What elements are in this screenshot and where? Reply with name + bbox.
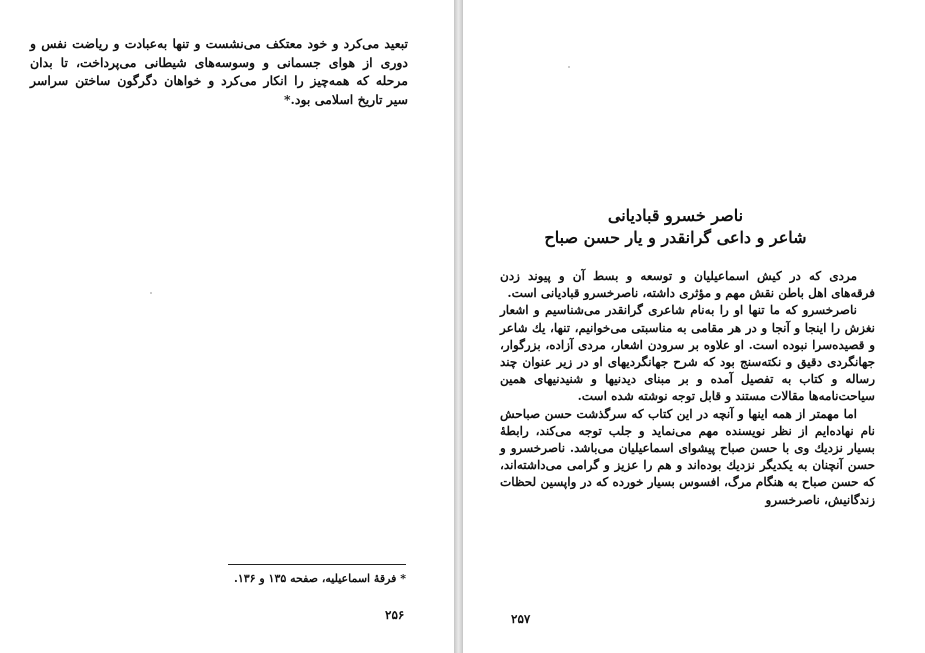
paragraph: اما مهمتر از همه اینها و آنچه در این کتاب که سرگذشت حسن صباحش نام نهاده‌ایم از نظر نویسنده مهم می‌نماید و جلب توجه می‌کند، رابطهٔ بسیار نزدیك وی با حسن صباح پیشوای اسماعیلیان می‌باشد. ناصرخسرو و حسن آنچنان به یکدیگر نزدیك بوده‌اند و هم را عزیز و گرامی می‌داشته‌اند، که حسن صباح به هنگام مرگ، افسوس بسیار خورده که در واپسین لحظات زندگانیش، ناصرخسرو: [500, 406, 875, 507]
footnote: * فرقهٔ اسماعیلیه، صفحه ۱۳۵ و ۱۳۶.: [233, 572, 406, 585]
footnote-divider: [228, 564, 406, 565]
left-page-body-text: تبعید می‌کرد و خود معتکف می‌نشست و تنها به‌عبادت و ریاضت نفس و دوری از هوای جسمانی و وسوسه‌های شیطانی می‌پرداخت، تا بدان مرحله که همه‌چیز را انکار می‌کرد و خواهان دگرگون ساختن سراسر سیر تاریخ اسلامی بود.*: [30, 36, 408, 107]
chapter-title: ناصر خسرو قبادیانی: [607, 206, 744, 225]
paragraph: مردی که در کیش اسماعیلیان و توسعه و بسط آن و پیوند زدن فرقه‌های اهل باطن نقش مهم و مؤثری داشته، ناصرخسرو قبادیانی است.: [500, 269, 875, 301]
scan-speck: [150, 292, 152, 294]
right-page: [462, 0, 925, 653]
chapter-subtitle: شاعر و داعی گرانقدر و یار حسن صباح: [544, 228, 807, 247]
chapter-heading: [488, 205, 863, 249]
book-gutter: [455, 0, 462, 653]
left-page: [0, 0, 455, 653]
scan-speck: [568, 66, 570, 68]
right-page-body: [500, 268, 875, 509]
page-number-right: ۲۵۷: [511, 612, 531, 626]
paragraph: ناصرخسرو که ما تنها او را به‌نام شاعری گرانقدر می‌شناسیم و اشعار نغزش را اینجا و آنجا و در هر مقامی به مناسبتی می‌خوانیم، تنها، یك شاعر و قصیده‌سرا نبوده است. او علاوه بر سرودن اشعار، مردی آزاده، بزرگوار، جهانگردی دقیق و نکته‌سنج بود که شرح جهانگردیهای او در زیر عنوان چند رساله و کتاب به تفصیل آمده و بر مبنای دیدنیها و شنیدنیهای همین سیاحت‌نامه‌ها مقالات مستند و قابل توجه نوشته شده است.: [500, 303, 875, 404]
page-number-left: ۲۵۶: [385, 608, 405, 622]
